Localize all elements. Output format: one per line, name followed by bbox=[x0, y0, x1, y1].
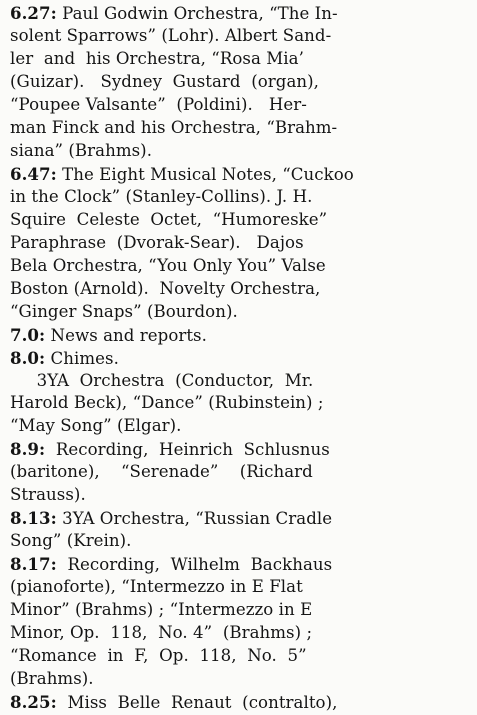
programme-line: in the Clock” (Stanley-Collins). J. H. bbox=[10, 186, 313, 206]
programme-line: “Poupee Valsante” (Poldini). Her- bbox=[10, 94, 307, 114]
programme-line: “May Song” (Elgar). bbox=[10, 416, 182, 436]
programme-line: Harold Beck), “Dance” (Rubinstein) ; bbox=[10, 393, 324, 413]
programme-line: Minor, Op. 118, No. 4” (Brahms) ; bbox=[10, 623, 313, 643]
programme-line: ler and his Orchestra, “Rosa Mia’ bbox=[10, 48, 304, 68]
programme-line: Minor” (Brahms) ; “Intermezzo in E bbox=[10, 600, 313, 620]
programme-line bbox=[10, 324, 207, 346]
programme-line bbox=[10, 2, 338, 24]
time-label: 7.0: bbox=[10, 324, 46, 345]
time-label: 8.25: bbox=[10, 692, 57, 712]
programme-line: (Guizar). Sydney Gustard (organ), bbox=[10, 71, 319, 91]
programme-line: siana” (Brahms). bbox=[10, 140, 153, 160]
programme-line bbox=[10, 163, 354, 185]
programme-line: Strauss). bbox=[10, 485, 86, 505]
programme-line: man Finck and his Orchestra, “Brahm- bbox=[10, 117, 338, 137]
time-label: 6.27: bbox=[10, 3, 57, 23]
time-label: 8.9: bbox=[10, 439, 46, 460]
time-label: 8.17: bbox=[10, 554, 57, 575]
programme-line: Bela Orchestra, “You Only You” Valse bbox=[10, 255, 326, 275]
entry-text: The Eight Musical Notes, “Cuckoo bbox=[56, 164, 354, 184]
programme-line: Squire Celeste Octet, “Humoreske” bbox=[10, 209, 328, 229]
programme-line bbox=[10, 507, 332, 529]
programme-line: (pianoforte), “Intermezzo in E Flat bbox=[10, 577, 303, 597]
programme-line: Paraphrase (Dvorak-Sear). Dajos bbox=[10, 232, 304, 252]
programme-line: solent Sparrows” (Lohr). Albert Sand- bbox=[10, 26, 332, 45]
time-label: 8.0: bbox=[10, 347, 46, 368]
entry-text: Recording, Wilhelm Backhaus bbox=[56, 555, 333, 575]
entry-text: Paul Godwin Orchestra, “The In- bbox=[56, 4, 338, 23]
entry-text: Recording, Heinrich Schlusnus bbox=[45, 440, 330, 460]
programme-line: (Brahms). bbox=[10, 669, 94, 688]
programme-line: (baritone), “Serenade” (Richard bbox=[10, 462, 313, 482]
programme-line: Boston (Arnold). Novelty Orchestra, bbox=[10, 278, 321, 298]
entry-text: Chimes. bbox=[45, 348, 119, 368]
entry-text: 3YA Orchestra, “Russian Cradle bbox=[56, 509, 333, 529]
time-label: 8.13: bbox=[10, 508, 57, 529]
programme-line bbox=[10, 691, 337, 713]
entry-text: News and reports. bbox=[45, 325, 207, 345]
programme-line: “Ginger Snaps” (Bourdon). bbox=[10, 301, 238, 321]
programme-line bbox=[10, 347, 119, 369]
programme-line: Song” (Krein). bbox=[10, 531, 132, 551]
programme-line bbox=[10, 553, 332, 575]
time-label: 6.47: bbox=[10, 163, 57, 184]
entry-text: Miss Belle Renaut (contralto), bbox=[56, 693, 338, 712]
programme-line bbox=[10, 438, 330, 460]
programme-line: 3YA Orchestra (Conductor, Mr. bbox=[10, 370, 314, 390]
programme-line: “Romance in F, Op. 118, No. 5” bbox=[10, 646, 307, 666]
